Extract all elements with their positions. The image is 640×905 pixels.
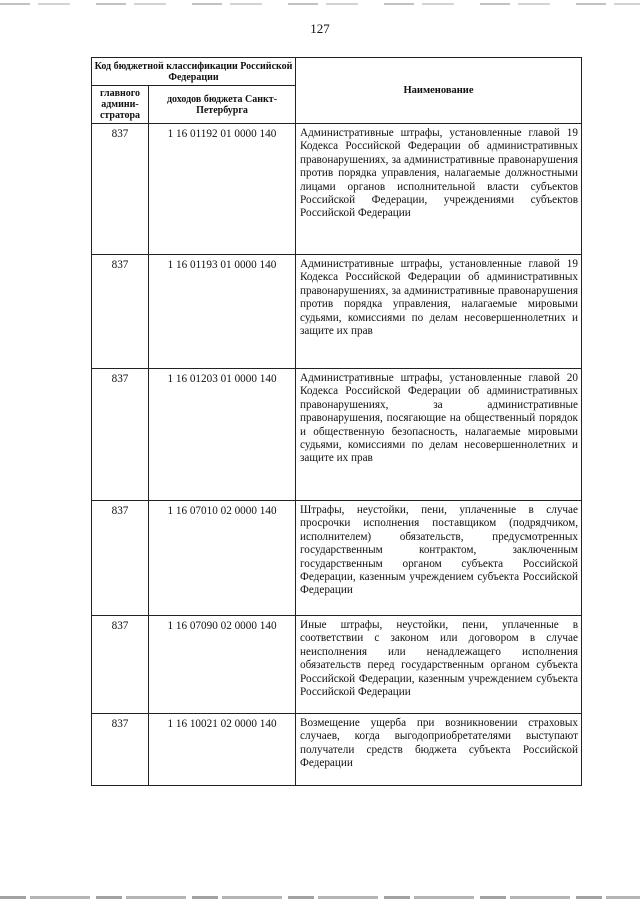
page-number: 127 <box>310 21 330 36</box>
table-row <box>92 501 582 616</box>
table-row <box>92 255 582 369</box>
header-budget-revenue: доходов бюджета Санкт-Петербурга <box>149 86 296 124</box>
revenue-name: Иные штрафы, неустойки, пени, уплаченные в соответствии с законом или договором в случае неисполнения или ненадлежащего исполнения обязательств перед государственным органом субъекта Российской Федерации, казенным учреждением субъекта Российской Федерации <box>296 616 582 714</box>
table-row <box>92 616 582 714</box>
scan-edge-bottom <box>0 896 640 899</box>
revenue-code: 1 16 07010 02 0000 140 <box>149 501 296 616</box>
header-name: Наименование <box>296 58 582 124</box>
scan-edge-top <box>0 3 640 5</box>
revenue-name: Административные штрафы, установленные главой 20 Кодекса Российской Федерации об административных правонарушениях, за административные правонарушения, посягающие на общественный порядок и общественную безопасность, налагаемые мировыми судьями, комиссиями по делам несовершеннолетних и защите их прав <box>296 369 582 501</box>
header-classification-code: Код бюджетной классификации Российской Федерации <box>92 58 296 86</box>
revenue-code: 1 16 10021 02 0000 140 <box>149 714 296 786</box>
admin-code: 837 <box>92 616 149 714</box>
revenue-name: Административные штрафы, установленные главой 19 Кодекса Российской Федерации об административных правонарушениях, за административные правонарушения против порядка управления, налагаемые мировыми судьями, комиссиями по делам несовершеннолетних и защите их прав <box>296 255 582 369</box>
budget-classification-table <box>91 57 582 786</box>
admin-code: 837 <box>92 369 149 501</box>
admin-code: 837 <box>92 255 149 369</box>
revenue-name: Возмещение ущерба при возникновении страховых случаев, когда выгодоприобретателями выступают получатели средств бюджета субъекта Российской Федерации <box>296 714 582 786</box>
revenue-name: Административные штрафы, установленные главой 19 Кодекса Российской Федерации об административных правонарушениях, за административные правонарушения против порядка управления, налагаемые должностными лицами органов исполнительной власти субъектов Российской Федерации, учреждениями субъектов Российской Федерации <box>296 124 582 255</box>
revenue-code: 1 16 07090 02 0000 140 <box>149 616 296 714</box>
revenue-code: 1 16 01203 01 0000 140 <box>149 369 296 501</box>
revenue-code: 1 16 01192 01 0000 140 <box>149 124 296 255</box>
revenue-name: Штрафы, неустойки, пени, уплаченные в случае просрочки исполнения поставщиком (подрядчиком, исполнителем) обязательств, предусмотренных государственным контрактом, заключенным государственным органом субъекта Российской Федерации, казенным учреждением субъекта Российской Федерации <box>296 501 582 616</box>
admin-code: 837 <box>92 124 149 255</box>
admin-code: 837 <box>92 501 149 616</box>
admin-code: 837 <box>92 714 149 786</box>
table-row <box>92 124 582 255</box>
table-row <box>92 369 582 501</box>
table-row <box>92 714 582 786</box>
revenue-code: 1 16 01193 01 0000 140 <box>149 255 296 369</box>
header-chief-administrator: главного админи-стратора <box>92 86 149 124</box>
